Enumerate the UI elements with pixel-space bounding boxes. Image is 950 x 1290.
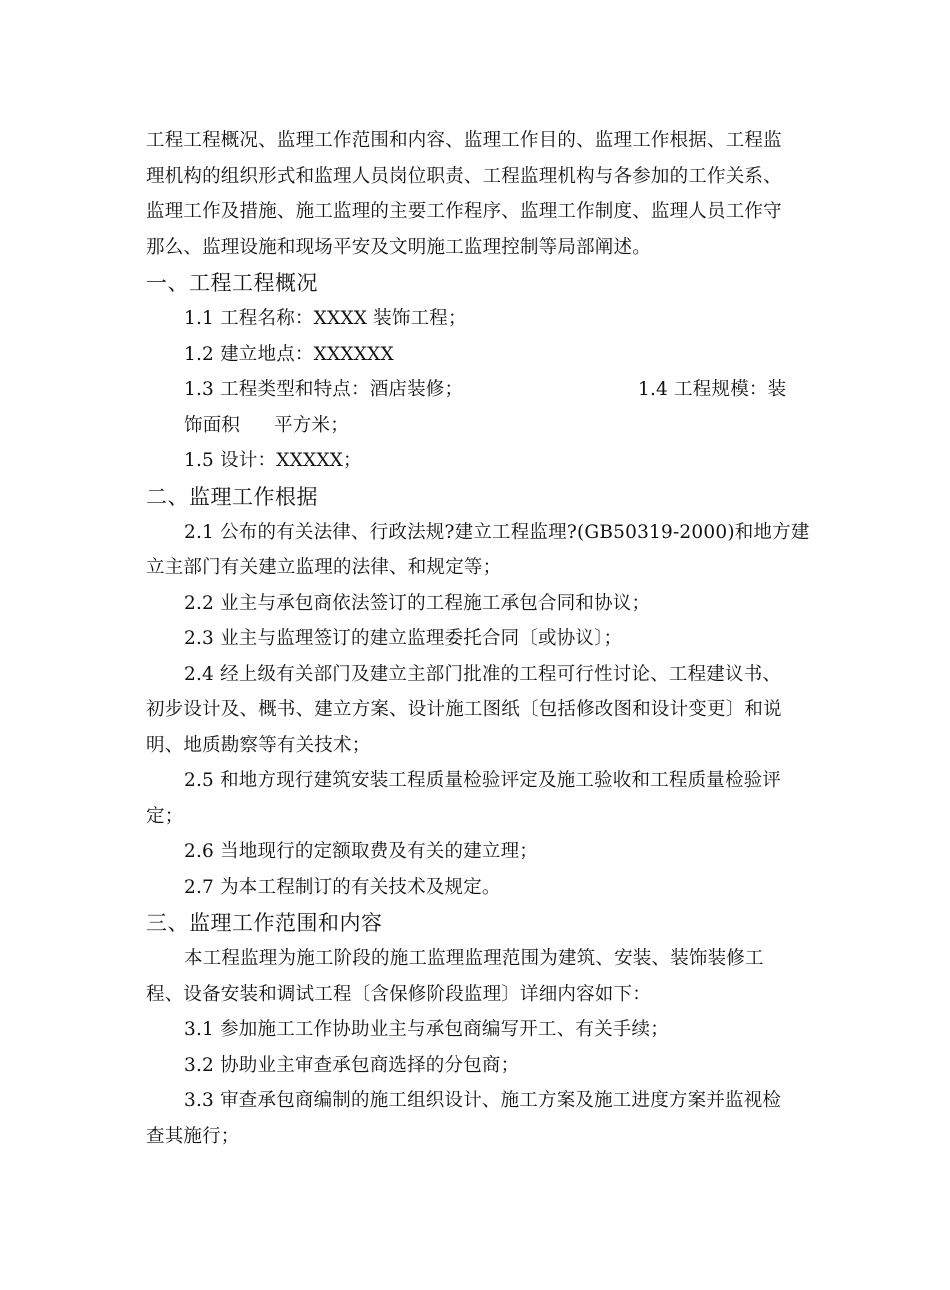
- paragraph-line: 3.1 参加施工工作协助业主与承包商编写开工、有关手续；: [184, 1019, 669, 1040]
- paragraph-line: 3.2 协助业主审查承包商选择的分包商；: [184, 1054, 520, 1076]
- paragraph-line: 2.7 为本工程制订的有关技术及规定。: [184, 876, 501, 898]
- paragraph-segment: 饰面积: [184, 414, 241, 436]
- intro-line: 监理工作及措施、施工监理的主要工作程序、监理工作制度、监理人员工作守: [146, 201, 782, 222]
- paragraph-line: 定；: [146, 805, 184, 827]
- intro-line: 工程工程概况、监理工作范围和内容、监理工作目的、监理工作根据、工程监: [146, 130, 782, 151]
- paragraph-line: 2.6 当地现行的定额取费及有关的建立理；: [184, 841, 539, 862]
- paragraph-line: 2.2 业主与承包商依法签订的工程施工承包合同和协议；: [184, 592, 651, 614]
- section-body: [146, 941, 806, 1154]
- paragraph-line-split: [146, 372, 806, 408]
- paragraph-line: 2.3 业主与监理签订的建立监理委托合同〔或协议〕；: [184, 628, 623, 649]
- paragraph-line: 2.1 公布的有关法律、行政法规?建立工程监理?(GB50319-2000)和地方建: [184, 521, 810, 543]
- paragraph-line: 初步设计及、概书、建立方案、设计施工图纸〔包括修改图和设计变更〕和说: [146, 699, 782, 720]
- paragraph-segment: 1.4 工程规模：装: [638, 379, 787, 400]
- paragraph-line: 2.4 经上级有关部门及建立主部门批准的工程可行性讨论、工程建议书、: [184, 663, 782, 685]
- paragraph-line: 本工程监理为施工阶段的施工监理监理范围为建筑、安装、装饰装修工: [184, 948, 764, 969]
- paragraph-segment: 1.3 工程类型和特点：酒店装修；: [184, 379, 464, 400]
- paragraph-line: 3.3 审查承包商编制的施工组织设计、施工方案及施工进度方案并监视检: [184, 1090, 782, 1111]
- section-heading: 一、工程工程概况: [146, 271, 318, 295]
- paragraph-line: 立主部门有关建立监理的法律、和规定等；: [146, 557, 502, 578]
- paragraph-line: 1.2 建立地点：XXXXXX: [184, 343, 394, 365]
- intro-line: 理机构的组织形式和监理人员岗位职责、工程监理机构与各参加的工作关系、: [146, 165, 782, 187]
- section-body: [146, 515, 810, 906]
- section-heading: 二、监理工作根据: [146, 484, 318, 509]
- paragraph-line: 2.5 和地方现行建筑安装工程质量检验评定及施工验收和工程质量检验评: [184, 770, 782, 791]
- paragraph-line: 1.5 设计：XXXXX；: [184, 450, 362, 471]
- paragraph-line: [146, 408, 806, 444]
- paragraph-line: 程、设备安装和调试工程〔含保修阶段监理〕详细内容如下：: [146, 983, 651, 1005]
- document-body: [146, 123, 810, 1154]
- intro-line: 那么、监理设施和现场平安及文明施工监理控制等局部阐述。: [146, 236, 651, 258]
- section-heading: 三、监理工作范围和内容: [146, 911, 383, 935]
- paragraph-segment: 平方米；: [274, 414, 349, 436]
- paragraph-line: 明、地质勘察等有关技术；: [146, 734, 371, 756]
- paragraph-line: 1.1 工程名称：XXXX 装饰工程；: [184, 308, 467, 329]
- paragraph-line: 查其施行；: [146, 1125, 240, 1147]
